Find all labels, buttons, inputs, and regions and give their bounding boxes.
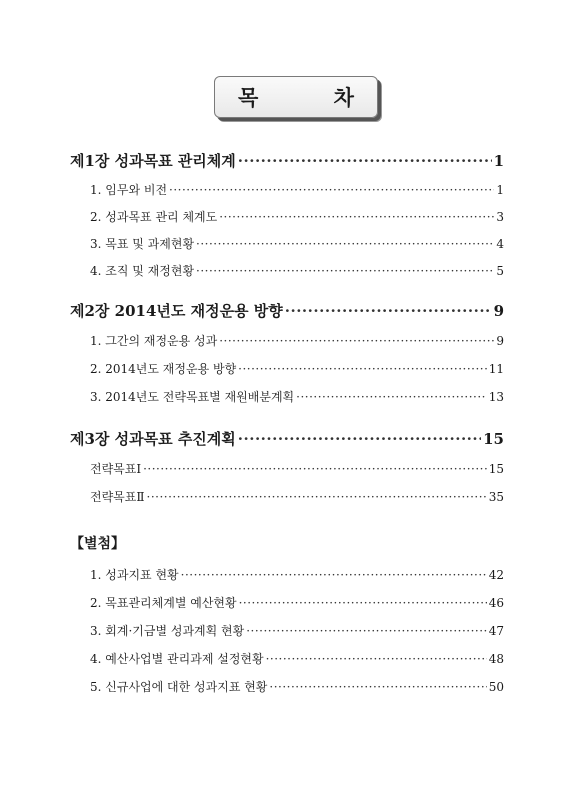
chapter-label: 제1장 성과목표 관리체계 [70, 152, 236, 170]
page-number: 48 [488, 652, 504, 666]
dot-leader [219, 210, 494, 224]
appendix-item[interactable] [70, 622, 504, 639]
dot-leader [239, 596, 487, 610]
page-number: 47 [488, 624, 504, 638]
toc-item[interactable] [70, 262, 504, 279]
page-number: 13 [488, 390, 504, 404]
page-number: 9 [493, 302, 504, 320]
item-label: 1. 임무와 비전 [90, 183, 168, 197]
page-number: 1 [496, 183, 504, 197]
page-number: 5 [496, 264, 504, 278]
appendix-item[interactable] [70, 594, 504, 611]
appendix-item[interactable] [70, 566, 504, 583]
page-number: 35 [488, 490, 504, 504]
page-number: 1 [493, 152, 504, 170]
dot-leader [266, 652, 487, 666]
page-number: 4 [496, 237, 504, 251]
item-label: 4. 예산사업별 관리과제 설정현황 [90, 652, 264, 666]
appendix-section [70, 566, 504, 695]
page-number: 46 [488, 596, 504, 610]
item-label: 1. 그간의 재정운용 성과 [90, 334, 218, 348]
toc-item[interactable] [70, 208, 504, 225]
chapter-1-entry[interactable] [70, 150, 504, 171]
toc-item[interactable] [70, 235, 504, 252]
dot-leader [143, 462, 487, 476]
dot-leader [269, 680, 486, 694]
dot-leader [147, 490, 487, 504]
item-label: 2. 2014년도 재정운용 방향 [90, 362, 237, 376]
page-number: 11 [488, 362, 504, 376]
appendix-item[interactable] [70, 678, 504, 695]
toc-item[interactable] [70, 332, 504, 349]
dot-leader [219, 334, 494, 348]
page-number: 15 [488, 462, 504, 476]
chapter-3-section [70, 428, 504, 505]
page-number: 50 [488, 680, 504, 694]
dot-leader [246, 624, 486, 638]
page-number: 42 [488, 568, 504, 582]
item-label: 1. 성과지표 현황 [90, 568, 179, 582]
chapter-label: 제2장 2014년도 재정운용 방향 [70, 302, 283, 320]
dot-leader [169, 183, 494, 197]
dot-leader [238, 362, 487, 376]
item-label: 4. 조직 및 재정현황 [90, 264, 195, 278]
chapter-2-entry[interactable] [70, 300, 504, 321]
dot-leader [296, 390, 487, 404]
appendix-item[interactable] [70, 650, 504, 667]
toc-item[interactable] [70, 488, 504, 505]
chapter-2-section [70, 300, 504, 405]
dot-leader [238, 152, 492, 170]
item-label: 3. 회계·기금별 성과계획 현황 [90, 624, 245, 638]
toc-title: 목 차 [238, 85, 388, 110]
item-label: 2. 성과목표 관리 체계도 [90, 210, 218, 224]
toc-item[interactable] [70, 181, 504, 198]
dot-leader [196, 264, 494, 278]
page-number: 15 [483, 430, 504, 448]
page-number: 3 [496, 210, 504, 224]
item-label: 2. 목표관리체계별 예산현황 [90, 596, 237, 610]
dot-leader [285, 302, 492, 320]
toc-item[interactable] [70, 360, 504, 377]
item-label: 3. 목표 및 과제현황 [90, 237, 195, 251]
item-label: 5. 신규사업에 대한 성과지표 현황 [90, 680, 268, 694]
page-number: 9 [496, 334, 504, 348]
toc-item[interactable] [70, 388, 504, 405]
chapter-3-entry[interactable] [70, 428, 504, 449]
dot-leader [196, 237, 494, 251]
chapter-1-section [70, 150, 504, 279]
item-label: 전략목표Ⅰ [90, 462, 142, 476]
appendix-heading: 【별첨】 [70, 536, 126, 552]
toc-title-box [214, 76, 388, 118]
dot-leader [238, 430, 481, 448]
item-label: 전략목표Ⅱ [90, 490, 145, 504]
chapter-label: 제3장 성과목표 추진계획 [70, 430, 236, 448]
toc-item[interactable] [70, 460, 504, 477]
dot-leader [181, 568, 487, 582]
item-label: 3. 2014년도 전략목표별 재원배분계획 [90, 390, 295, 404]
